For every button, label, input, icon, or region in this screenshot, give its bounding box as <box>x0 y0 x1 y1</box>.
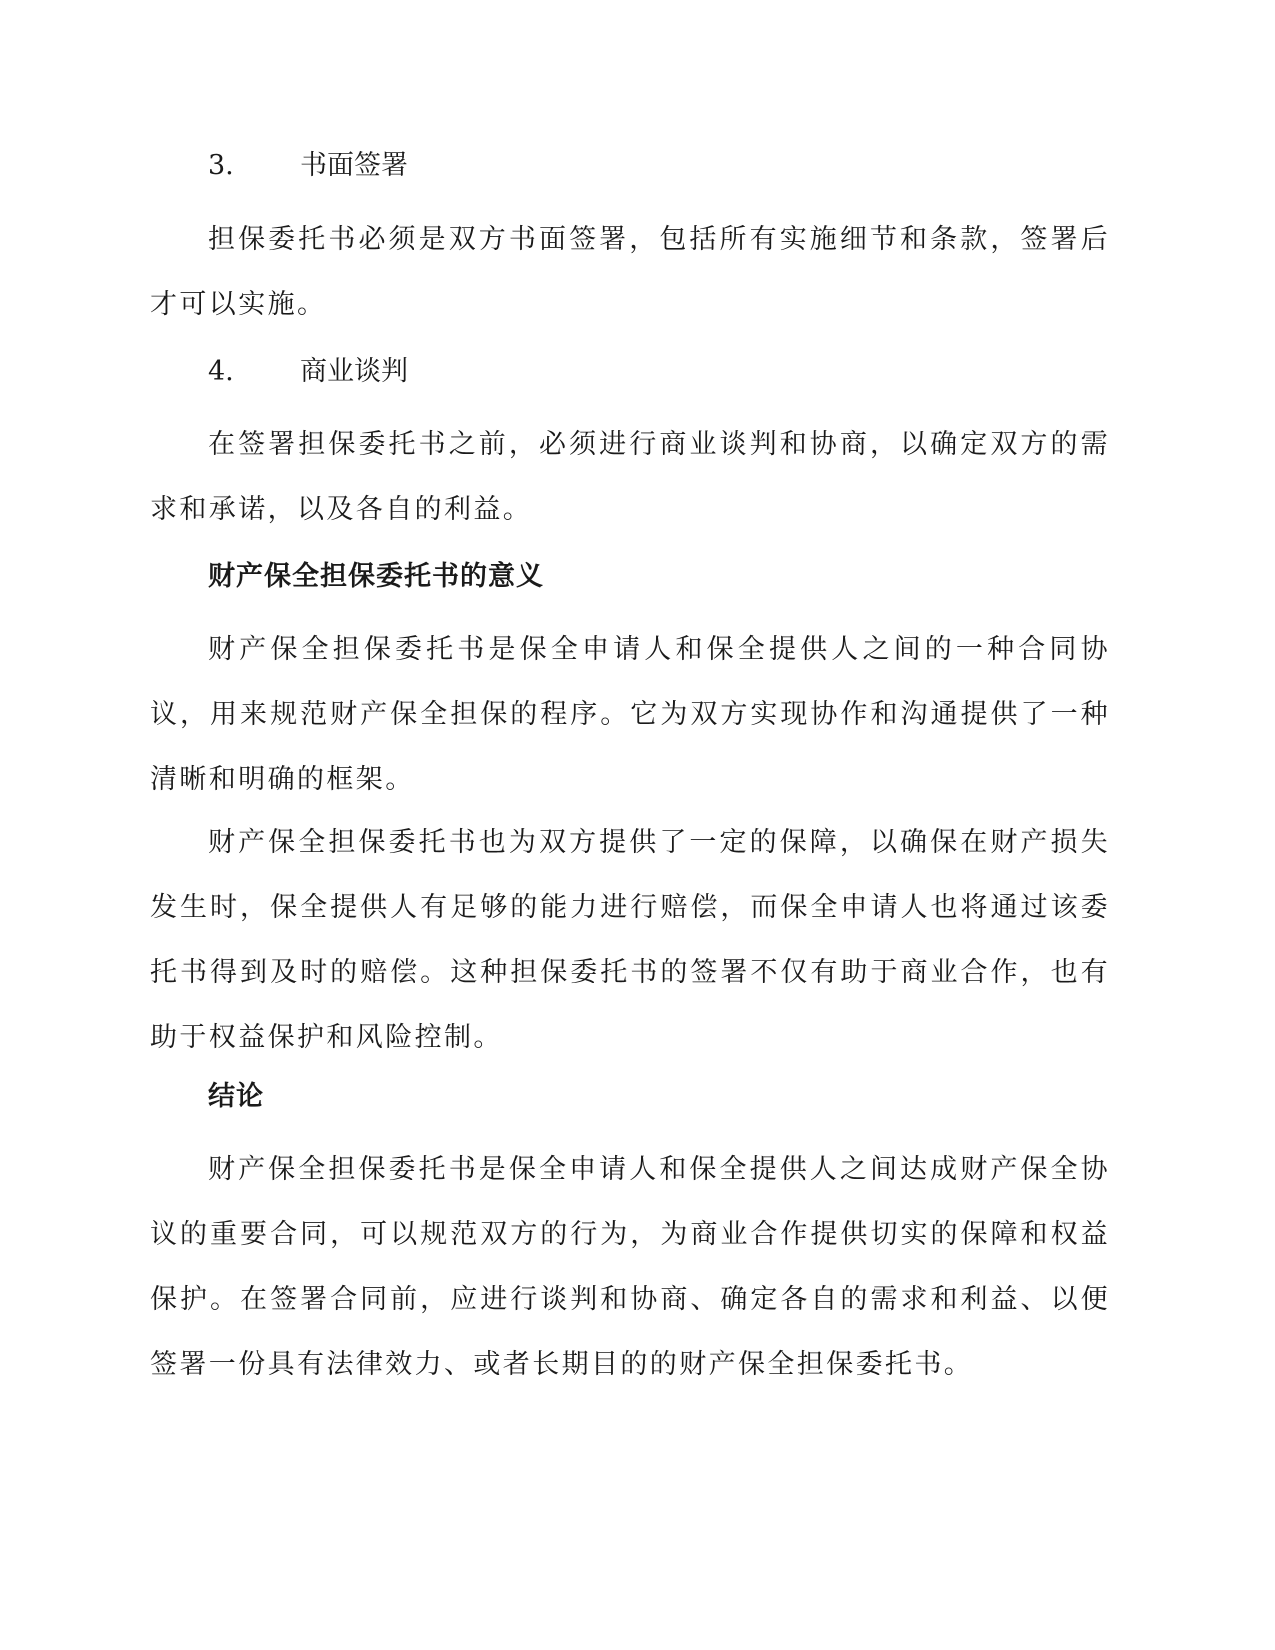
document-page <box>150 0 1110 1650</box>
list-item-label: 商业谈判 <box>300 356 408 387</box>
paragraph-business-negotiation: 在签署担保委托书之前，必须进行商业谈判和协商，以确定双方的需求和承诺，以及各自的利益。 <box>150 429 1110 525</box>
section-heading-conclusion: 结论 <box>208 1081 264 1112</box>
paragraph-significance-1: 财产保全担保委托书是保全申请人和保全提供人之间的一种合同协议，用来规范财产保全担保的程序。它为双方实现协作和沟通提供了一种清晰和明确的框架。 <box>150 634 1110 795</box>
list-item-number: 3. <box>208 150 234 181</box>
list-item-business-negotiation <box>150 352 408 392</box>
paragraph-significance-2: 财产保全担保委托书也为双方提供了一定的保障，以确保在财产损失发生时，保全提供人有足够的能力进行赔偿，而保全申请人也将通过该委托书得到及时的赔偿。这种担保委托书的签署不仅有助于商业合作，也有助于权益保护和风险控制。 <box>150 827 1110 1053</box>
paragraph-written-signing: 担保委托书必须是双方书面签署，包括所有实施细节和条款，签署后才可以实施。 <box>150 224 1110 320</box>
list-item-label: 书面签署 <box>300 150 408 181</box>
list-item-written-signing <box>150 146 408 186</box>
paragraph-conclusion: 财产保全担保委托书是保全申请人和保全提供人之间达成财产保全协议的重要合同，可以规范双方的行为，为商业合作提供切实的保障和权益保护。在签署合同前，应进行谈判和协商、确定各自的需求和利益、以便签署一份具有法律效力、或者长期目的的财产保全担保委托书。 <box>150 1154 1110 1380</box>
section-heading-significance: 财产保全担保委托书的意义 <box>208 561 544 592</box>
list-item-number: 4. <box>208 356 234 387</box>
